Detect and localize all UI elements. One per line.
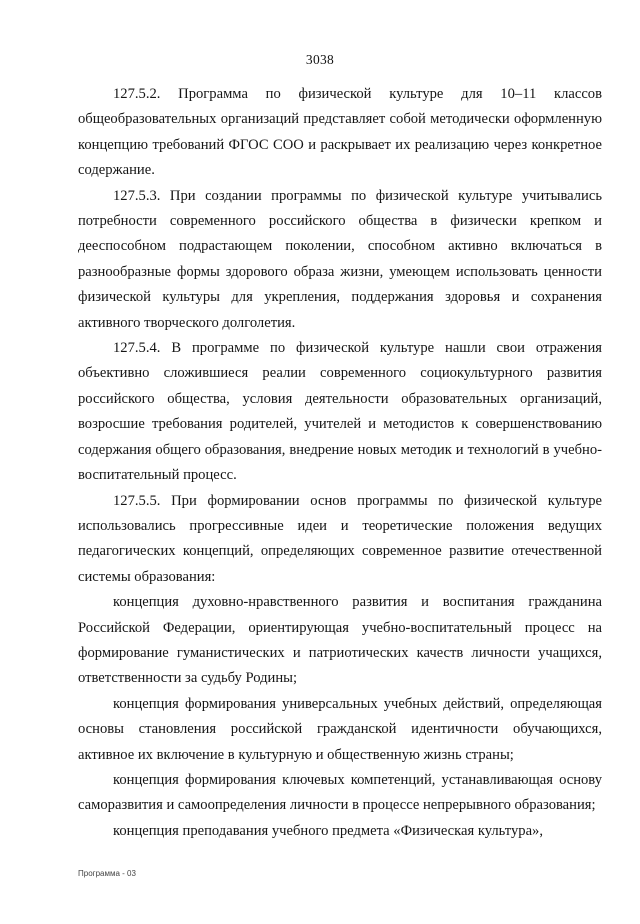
footer-label: Программа - 03 [78,869,136,878]
concept-universal-learning-actions: концепция формирования универсальных учебных действий, определяющая основы становления российской гражданской идентичности обучающихся, активное их включение в культурную и общественную жизнь страны; [78,695,602,763]
paragraph-127-5-2: 127.5.2. Программа по физической культуре для 10–11 классов общеобразовательных организаций представляет собой методически оформленную концепцию требований ФГОС СОО и раскрывает их реализацию через конкретное содержание. [78,86,602,179]
paragraph-127-5-5: 127.5.5. При формировании основ программы по физической культуре использовались прогрессивные идеи и теоретические положения ведущих педагогических концепций, определяющих современное развитие отечественной системы образования: [78,492,602,585]
page-number: 3038 [305,52,335,67]
paragraph-127-5-4: 127.5.4. В программе по физической культуре нашли свои отражения объективно сложившиеся реалии современного социокультурного развития российского общества, условия деятельности образовательных организаций, возросшие требования родителей, учителей и методистов к совершенствованию содержания общего образования, внедрение новых методик и технологий в учебно-воспитательный процесс. [78,340,602,484]
concept-spiritual-moral-development: концепция духовно-нравственного развития и воспитания гражданина Российской Федерации, ориентирующая учебно-воспитательный процесс на формирование гуманистических и патриотических качеств личности учащихся, ответственности за судьбу Родины; [78,594,602,687]
document-body [78,82,602,844]
paragraph-127-5-3: 127.5.3. При создании программы по физической культуре учитывались потребности современного российского общества в физически крепком и дееспособном подрастающем поколении, способном активно включаться в разнообразные формы здорового образа жизни, умеющем использовать ценности физической культуры для укрепления, поддержания здоровья и сохранения активного творческого долголетия. [78,187,602,331]
concept-key-competencies: концепция формирования ключевых компетенций, устанавливающая основу саморазвития и самоопределения личности в процессе непрерывного образования; [78,771,602,814]
concept-teaching-physical-culture: концепция преподавания учебного предмета «Физическая культура», [113,822,543,839]
